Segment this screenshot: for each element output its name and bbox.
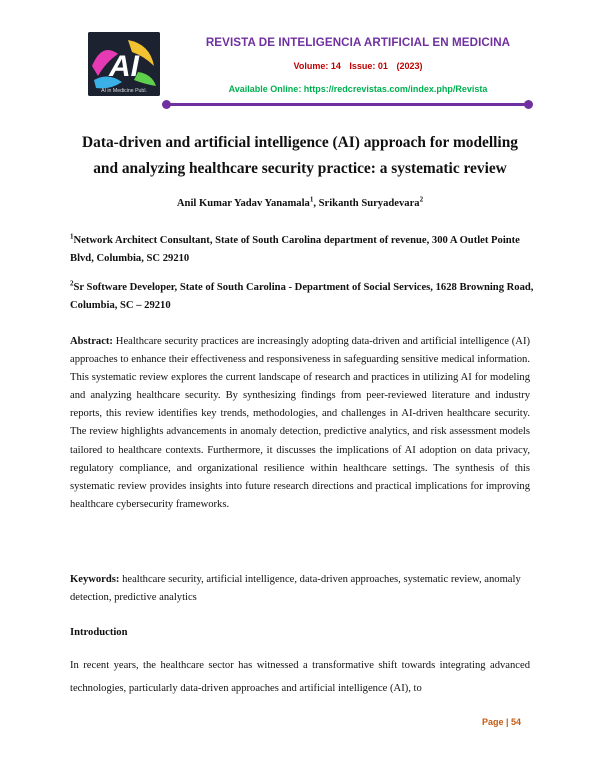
- author-separator: ,: [313, 198, 319, 209]
- article-title-line1: Data-driven and artificial intelligence (AI) approach for modelling: [82, 134, 518, 151]
- author-2-affil: 2: [419, 195, 424, 204]
- issue: Issue: 01: [349, 61, 388, 71]
- header-rule-dot-right: [524, 100, 533, 109]
- keywords-text: healthcare security, artificial intelligence, data-driven approaches, systematic review, anomaly detection, predictive analytics: [70, 574, 521, 603]
- journal-volume-issue: [188, 61, 528, 71]
- introduction-paragraph: In recent years, the healthcare sector has witnessed a transformative shift towards integrating advanced technologies, particularly data-driven approaches and artificial intelligence (AI), to: [70, 660, 530, 694]
- affiliation-1: [70, 232, 540, 268]
- abstract-text: Healthcare security practices are increasingly adopting data-driven and artificial intelligence (AI) approaches to enhance their effectiveness and responsiveness in safeguarding sensitive medical information. This systematic review explores the current landscape of research and practices in utilizing AI for modeling and analyzing healthcare security. By synthesizing findings from peer-reviewed literature and industry reports, this review identifies key trends, methodologies, and challenges in AI-driven healthcare security. The review highlights advancements in anomaly detection, predictive analytics, and risk assessment models tailored to healthcare contexts. Furthermore, it discusses the implications of AI adoption on data privacy, regulatory compliance, and organizational resilience within healthcare settings. The synthesis of this systematic review provides insights into future research directions and practical implications for improving healthcare cybersecurity frameworks.: [70, 336, 530, 510]
- keywords-label: Keywords:: [70, 574, 120, 585]
- author-1: Anil Kumar Yadav Yanamala: [176, 198, 310, 209]
- svg-text:AI in Medicine Publ.: AI in Medicine Publ.: [101, 88, 147, 94]
- keywords: [70, 571, 530, 607]
- author-list: [60, 195, 540, 209]
- affiliation-1-text: Network Architect Consultant, State of South Carolina department of revenue, 300 A Outlet Pointe Blvd, Columbia, SC 29210: [70, 235, 520, 264]
- affiliation-1-marker: 1: [70, 232, 74, 241]
- abstract: [70, 333, 530, 514]
- introduction-heading: Introduction: [70, 627, 128, 638]
- affiliation-2-text: Sr Software Developer, State of South Carolina - Department of Social Services, 1628 Browning Road, Columbia, SC – 29210: [70, 282, 534, 311]
- article-title-line2: and analyzing healthcare security practice: a systematic review: [93, 160, 507, 177]
- author-1-affil: 1: [309, 195, 314, 204]
- affiliation-2-marker: 2: [70, 279, 74, 288]
- affiliation-2: [70, 279, 540, 315]
- volume: Volume: 14: [293, 61, 341, 71]
- journal-logo: [88, 32, 160, 96]
- available-online-link[interactable]: Available Online: https://redcrevistas.com/index.php/Revista: [228, 84, 488, 94]
- author-2: Srikanth Suryadevara: [318, 198, 420, 209]
- article-title: [60, 130, 540, 182]
- journal-title: REVISTA DE INTELIGENCIA ARTIFICIAL EN MEDICINA: [205, 36, 511, 49]
- abstract-label: Abstract:: [70, 336, 113, 347]
- svg-text:AI: AI: [109, 50, 139, 83]
- header-divider: [166, 103, 529, 106]
- year: (2023): [396, 61, 423, 71]
- page-number: Page | 54: [482, 717, 522, 727]
